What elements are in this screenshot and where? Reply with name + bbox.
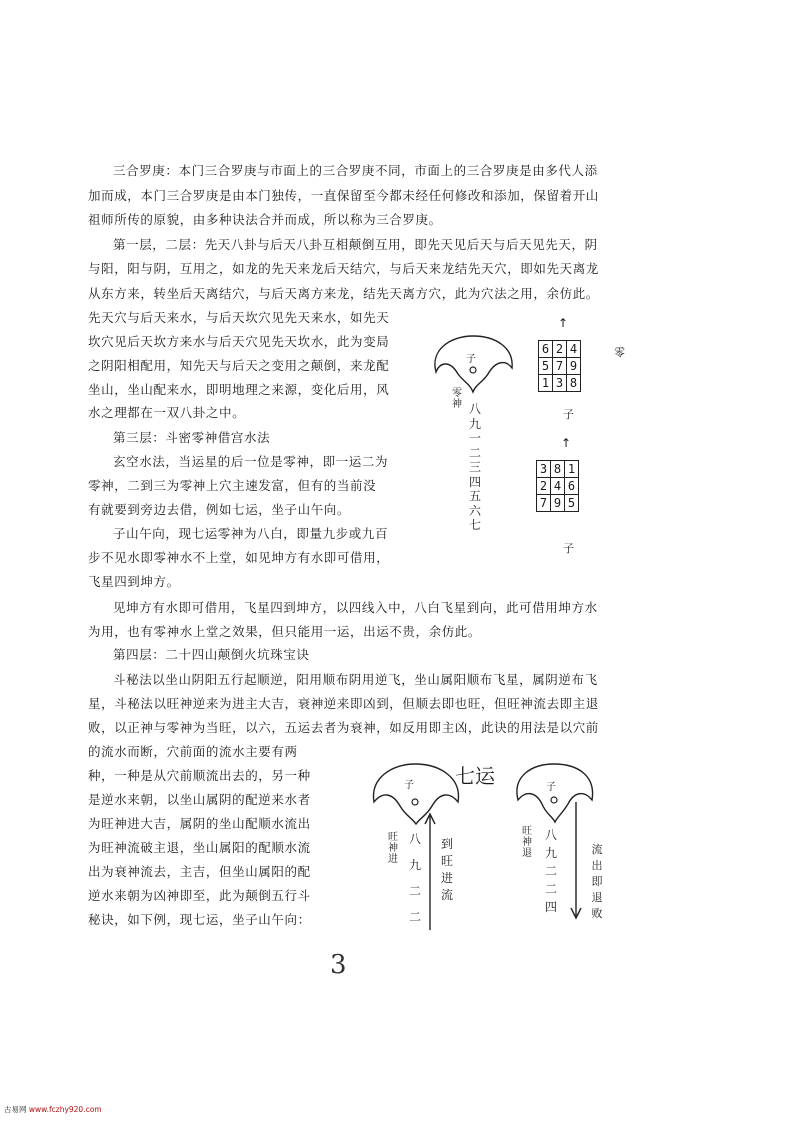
text-line-9: 之阴阳相配用，知先天与后天之变用之颠倒，来龙配	[88, 358, 390, 373]
text-line-1: 三合罗庚：本门三合罗庚与市面上的三合罗庚不同，市面上的三合罗庚是由多代人添	[113, 163, 598, 178]
text-line-10: 坐山，坐山配来水，即明地理之来源，变化后用，风	[88, 382, 390, 397]
grid-row	[539, 341, 581, 358]
arrow-up-icon: ↑	[558, 316, 569, 330]
grid-cell: 2	[553, 341, 567, 358]
text-line-26: 种，一种是从穴前顺流出去的，另一种	[88, 768, 311, 783]
grid-cell: 3	[553, 375, 567, 392]
arrow-down-icon	[570, 800, 582, 920]
arrow-up-icon	[424, 812, 436, 932]
text-line-32: 秘诀，如下例，现七运，坐子山午向：	[88, 912, 311, 927]
footer-url[interactable]: www.fczhy920.com	[28, 1105, 102, 1114]
top-grid	[538, 340, 581, 392]
page-number: 3	[330, 950, 347, 980]
text-line-29: 为旺神流破主退，坐山属阳的配顺水流	[88, 840, 311, 855]
text-line-24: 败，以正神与零神为当旺，以六，五运去者为衰神，如反用即主凶，此诀的用法是以穴前	[88, 720, 599, 735]
text-line-4: 第一层，二层：先天八卦与后天八卦互相颠倒互用，即先天见后天与后天见先天，阴	[113, 237, 598, 252]
text-line-8: 坎穴见后天坎方来水与后天穴见先天坎水，此为变局	[88, 334, 390, 349]
br-col1: 八九二二四	[544, 828, 557, 914]
bl-col2: 到旺进流	[440, 837, 453, 902]
arrow-up-icon: ↑	[561, 436, 572, 450]
bl-side-label: 旺神进	[388, 832, 398, 865]
text-line-13: 玄空水法，当运星的后一位是零神，即一运二为	[113, 454, 389, 469]
text-line-23: 星，斗秘法以旺神逆来为进主大吉，衰神逆来即凶到，但顺去即也旺，但旺神流去即主退	[88, 696, 599, 711]
zi-label-bottom: 子	[563, 542, 574, 555]
br-side-label: 旺神退	[522, 826, 532, 859]
lingshen-label: 零神	[452, 388, 462, 410]
grid-row	[537, 495, 579, 512]
text-line-30: 出为衰神流去，主吉，但坐山属阳的配	[88, 864, 311, 879]
qi-yun-label: 七运	[455, 764, 495, 788]
grid-cell: 4	[567, 341, 581, 358]
grid-side-label: 零	[614, 346, 625, 359]
grid-cell: 8	[567, 375, 581, 392]
grid-cell: 5	[565, 495, 579, 512]
text-line-15: 有就要到旁边去借，例如七运，坐子山午向。	[88, 502, 351, 517]
br-col2: 流出即退败	[591, 843, 603, 920]
text-line-14: 零神，二到三为零神上穴主速发富，但有的当前没	[88, 478, 377, 493]
text-line-7: 先天穴与后天来水，与后天坎穴见先天来水，如先天	[88, 310, 390, 325]
grid-cell: 7	[537, 495, 551, 512]
mound-br-label: 子	[546, 782, 556, 793]
text-line-20: 为用，也有零神水上堂之效果，但只能用一运，出运不贵，余仿此。	[88, 624, 482, 639]
text-line-31: 逆水来朝为凶神即至，此为颠倒五行斗	[88, 888, 311, 903]
grid-cell: 1	[565, 461, 579, 478]
grid-row	[537, 478, 579, 495]
bl-col1: 八九二二	[408, 832, 421, 924]
section-heading-3: 第三层：斗密零神借宫水法	[113, 430, 271, 445]
text-line-17: 步不见水即零神水不上堂，如见坤方有水即可借用，	[88, 550, 390, 565]
grid-cell: 8	[551, 461, 565, 478]
grid-cell: 2	[537, 478, 551, 495]
section-heading-4: 第四层：二十四山颠倒火坑珠宝诀	[113, 647, 310, 662]
text-line-2: 加而成，本门三合罗庚是由本门独传，一直保留至今都未经任何修改和添加，保留着开山	[88, 188, 599, 203]
grid-row	[539, 358, 581, 375]
text-line-19: 见坤方有水即可借用，飞星四到坤方，以四线入中，八白飞星到向，此可借用坤方水	[113, 600, 598, 615]
grid-cell: 9	[551, 495, 565, 512]
grid-cell: 9	[567, 358, 581, 375]
footer-site: 古易网	[4, 1105, 27, 1114]
grid-cell: 6	[539, 341, 553, 358]
grid-cell: 7	[553, 358, 567, 375]
text-line-6: 从东方来，转坐后天离结穴，与后天离方来龙，结先天离方穴，此为穴法之用，余仿此。	[88, 286, 599, 301]
grid-cell: 1	[539, 375, 553, 392]
mound-diagram-bottom-right	[512, 758, 602, 828]
mound-bl-label: 子	[404, 780, 414, 791]
grid-cell: 3	[537, 461, 551, 478]
grid-cell: 4	[551, 478, 565, 495]
text-line-11: 水之理都在一双八卦之中。	[88, 405, 246, 420]
grid-row	[537, 461, 579, 478]
mound-top-label: 子	[466, 354, 476, 365]
text-line-18: 飞星四到坤方。	[88, 574, 180, 589]
top-number-column: 八九一二三四五六七	[468, 402, 481, 532]
text-line-16: 子山午向，现七运零神为八白，即量九步或九百	[113, 526, 389, 541]
zi-label-top: 子	[563, 408, 574, 421]
text-line-28: 为旺神进大吉，属阴的坐山配顺水流出	[88, 816, 311, 831]
text-line-3: 祖师所传的原貌，由多种诀法合并而成，所以称为三合罗庚。	[88, 212, 442, 227]
footer-watermark	[4, 1104, 102, 1115]
grid-cell: 5	[539, 358, 553, 375]
bottom-grid	[536, 460, 579, 512]
text-line-22: 斗秘法以坐山阴阳五行起顺逆，阳用顺布阴用逆飞，坐山属阳顺布飞星，属阴逆布飞	[113, 672, 598, 687]
grid-cell: 6	[565, 478, 579, 495]
text-line-27: 是逆水来朝，以坐山属阴的配逆来水者	[88, 792, 311, 807]
text-line-5: 与阳，阳与阴，互用之，如龙的先天来龙后天结穴，与后天来龙结先天穴，即如先天离龙	[88, 261, 599, 276]
grid-row	[539, 375, 581, 392]
text-line-25: 的流水而断，穴前面的流水主要有两	[88, 744, 298, 759]
